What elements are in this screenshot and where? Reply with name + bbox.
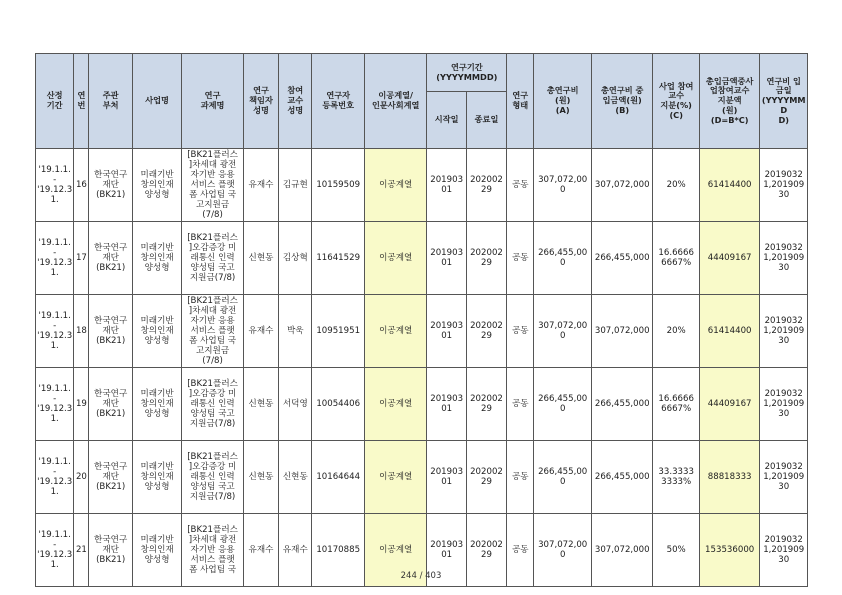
table-row <box>36 149 808 222</box>
header-dept <box>89 54 132 149</box>
cell-dept: 한국연구 재단 (BK21) <box>89 441 132 514</box>
cell-field: 이공계열 <box>364 368 427 441</box>
cell-share: 20% <box>653 295 699 368</box>
header-total-text: 총연구비 (원) (A) <box>546 85 579 115</box>
cell-form: 공동 <box>507 222 534 295</box>
header-prof-amount <box>699 54 760 149</box>
cell-total: 307,072,000 <box>534 514 592 587</box>
cell-pi: 유재수 <box>243 514 278 587</box>
cell-period: '19.1.1.- '19.12.3 1. <box>36 514 74 587</box>
cell-field: 이공계열 <box>364 514 427 587</box>
cell-share: 33.3333 3333% <box>653 441 699 514</box>
header-field-text: 이공계열/ 인문사회계열 <box>371 90 420 110</box>
table-row <box>36 295 808 368</box>
cell-regno: 10164644 <box>312 441 364 514</box>
header-regno <box>312 54 364 149</box>
cell-pi: 신현동 <box>243 441 278 514</box>
cell-start: 201903 01 <box>427 222 466 295</box>
cell-task: [BK21플러스 ]차세대 광전 자기반 응용 서비스 플랫 폼 사업팀 국 <box>182 514 244 587</box>
cell-no: 20 <box>74 441 89 514</box>
cell-no: 18 <box>74 295 89 368</box>
cell-prof: 신현동 <box>279 441 312 514</box>
cell-regno: 10159509 <box>312 149 364 222</box>
header-task <box>182 54 244 149</box>
header-field <box>364 54 427 149</box>
cell-indirect: 266,455,000 <box>591 222 653 295</box>
cell-prof: 유재수 <box>279 514 312 587</box>
cell-pi: 유재수 <box>243 295 278 368</box>
cell-start: 201903 01 <box>427 441 466 514</box>
cell-deposit-date: 2019032 1,201909 30 <box>760 368 808 441</box>
cell-biz: 미래기반 창의인재 양성형 <box>132 295 181 368</box>
cell-end: 202002 29 <box>466 295 506 368</box>
cell-biz: 미래기반 창의인재 양성형 <box>132 149 181 222</box>
header-prof <box>279 54 312 149</box>
cell-dept: 한국연구 재단 (BK21) <box>89 222 132 295</box>
table-body <box>36 149 808 587</box>
cell-field: 이공계열 <box>364 222 427 295</box>
cell-biz: 미래기반 창의인재 양성형 <box>132 441 181 514</box>
header-pi-text: 연구 책임자 성명 <box>249 85 273 115</box>
table-row <box>36 222 808 295</box>
cell-no: 21 <box>74 514 89 587</box>
cell-indirect: 307,072,000 <box>591 295 653 368</box>
cell-end: 202002 29 <box>466 149 506 222</box>
cell-task: [BK21플러스 ]차세대 광전 자기반 응용 서비스 플랫 폼 사업팀 국 고지원금 (7/8) <box>182 149 244 222</box>
header-share-text: 사업 참여 교수 지분(%) (C) <box>658 80 694 120</box>
cell-prof: 김상혁 <box>279 222 312 295</box>
header-start-text: 시작일 <box>434 114 459 125</box>
cell-prof-amount: 44409167 <box>699 222 760 295</box>
cell-regno: 11641529 <box>312 222 364 295</box>
header-total <box>534 54 592 149</box>
header-start <box>427 92 466 149</box>
header-deposit-date-text: 연구비 입 금일 (YYYYMMD D) <box>761 75 806 125</box>
page-number: 244 / 403 <box>400 571 442 581</box>
cell-prof-amount: 61414400 <box>699 295 760 368</box>
cell-prof-amount: 61414400 <box>699 149 760 222</box>
cell-pi: 유재수 <box>243 149 278 222</box>
header-duration-text: 연구기간 (YYYYMMDD) <box>436 61 498 82</box>
cell-total: 307,072,000 <box>534 295 592 368</box>
table-row <box>36 441 808 514</box>
cell-biz: 미래기반 창의인재 양성형 <box>132 368 181 441</box>
cell-dept: 한국연구 재단 (BK21) <box>89 368 132 441</box>
cell-task: [BK21플러스 ]오감증강 미 래통신 인력 양성팀 국고 지원금(7/8) <box>182 222 244 295</box>
cell-period: '19.1.1.- '19.12.3 1. <box>36 368 74 441</box>
cell-share: 16.6666 6667% <box>653 368 699 441</box>
cell-regno: 10054406 <box>312 368 364 441</box>
cell-prof: 박욱 <box>279 295 312 368</box>
header-prof-amount-text: 총입금액중사 업참여교수 지분액 (원) (D=B*C) <box>705 75 754 125</box>
cell-prof: 서덕영 <box>279 368 312 441</box>
cell-indirect: 307,072,000 <box>591 149 653 222</box>
cell-period: '19.1.1.- '19.12.3 1. <box>36 149 74 222</box>
header-regno-text: 연구자 등록번호 <box>322 90 354 110</box>
cell-field: 이공계열 <box>364 441 427 514</box>
header-dept-text: 주관 부처 <box>102 90 119 110</box>
cell-end: 202002 29 <box>466 441 506 514</box>
cell-start: 201903 01 <box>427 149 466 222</box>
cell-no: 16 <box>74 149 89 222</box>
header-pi <box>243 54 278 149</box>
header-duration <box>427 54 507 92</box>
header-biz-text: 사업명 <box>145 95 169 106</box>
cell-pi: 신현동 <box>243 222 278 295</box>
cell-prof: 김규현 <box>279 149 312 222</box>
cell-deposit-date: 2019032 1,201909 30 <box>760 441 808 514</box>
header-indirect <box>591 54 653 149</box>
header-form-text: 연구 형태 <box>512 90 529 110</box>
cell-share: 20% <box>653 149 699 222</box>
cell-total: 266,455,000 <box>534 222 592 295</box>
cell-task: [BK21플러스 ]오감증강 미 래통신 인력 양성팀 국고 지원금(7/8) <box>182 441 244 514</box>
cell-form: 공동 <box>507 149 534 222</box>
cell-field: 이공계열 <box>364 295 427 368</box>
cell-deposit-date: 2019032 1,201909 30 <box>760 514 808 587</box>
cell-total: 266,455,000 <box>534 368 592 441</box>
cell-no: 19 <box>74 368 89 441</box>
cell-start: 201903 01 <box>427 368 466 441</box>
cell-indirect: 266,455,000 <box>591 441 653 514</box>
cell-prof-amount: 153536000 <box>699 514 760 587</box>
cell-regno: 10170885 <box>312 514 364 587</box>
header-task-text: 연구 과제명 <box>200 90 225 110</box>
cell-form: 공동 <box>507 441 534 514</box>
cell-biz: 미래기반 창의인재 양성형 <box>132 514 181 587</box>
header-form <box>507 54 534 149</box>
research-fund-table <box>35 53 808 587</box>
cell-start: 201903 01 <box>427 295 466 368</box>
cell-share: 16.6666 6667% <box>653 222 699 295</box>
header-biz <box>132 54 181 149</box>
cell-deposit-date: 2019032 1,201909 30 <box>760 295 808 368</box>
cell-pi: 신현동 <box>243 368 278 441</box>
header-period-text: 산정 기간 <box>46 90 63 110</box>
cell-end: 202002 29 <box>466 514 506 587</box>
cell-total: 266,455,000 <box>534 441 592 514</box>
cell-total: 307,072,000 <box>534 149 592 222</box>
cell-prof-amount: 44409167 <box>699 368 760 441</box>
cell-form: 공동 <box>507 368 534 441</box>
cell-field: 이공계열 <box>364 149 427 222</box>
header-share <box>653 54 699 149</box>
header-indirect-text: 총연구비 중 입금액(원) (B) <box>601 85 644 115</box>
cell-task: [BK21플러스 ]차세대 광전 자기반 응용 서비스 플랫 폼 사업팀 국 고지원금 (7/8) <box>182 295 244 368</box>
cell-end: 202002 29 <box>466 222 506 295</box>
cell-end: 202002 29 <box>466 368 506 441</box>
cell-indirect: 266,455,000 <box>591 368 653 441</box>
cell-dept: 한국연구 재단 (BK21) <box>89 295 132 368</box>
cell-indirect: 307,072,000 <box>591 514 653 587</box>
cell-deposit-date: 2019032 1,201909 30 <box>760 222 808 295</box>
cell-share: 50% <box>653 514 699 587</box>
header-deposit-date <box>760 54 808 149</box>
cell-form: 공동 <box>507 514 534 587</box>
cell-prof-amount: 88818333 <box>699 441 760 514</box>
table-row <box>36 368 808 441</box>
cell-biz: 미래기반 창의인재 양성형 <box>132 222 181 295</box>
cell-period: '19.1.1.- '19.12.3 1. <box>36 295 74 368</box>
header-end-text: 종료일 <box>474 114 499 125</box>
cell-dept: 한국연구 재단 (BK21) <box>89 149 132 222</box>
header-end <box>466 92 506 149</box>
cell-period: '19.1.1.- '19.12.3 1. <box>36 441 74 514</box>
cell-form: 공동 <box>507 295 534 368</box>
header-row-1 <box>36 54 808 92</box>
cell-period: '19.1.1.- '19.12.3 1. <box>36 222 74 295</box>
cell-regno: 10951951 <box>312 295 364 368</box>
cell-task: [BK21플러스 ]오감증강 미 래통신 인력 양성팀 국고 지원금(7/8) <box>182 368 244 441</box>
header-prof-text: 참여 교수 성명 <box>287 85 304 115</box>
header-no-text: 연 번 <box>77 90 86 110</box>
cell-no: 17 <box>74 222 89 295</box>
cell-start: 201903 01 <box>427 514 466 587</box>
cell-deposit-date: 2019032 1,201909 30 <box>760 149 808 222</box>
cell-dept: 한국연구 재단 (BK21) <box>89 514 132 587</box>
header-no <box>74 54 89 149</box>
header-period <box>36 54 74 149</box>
